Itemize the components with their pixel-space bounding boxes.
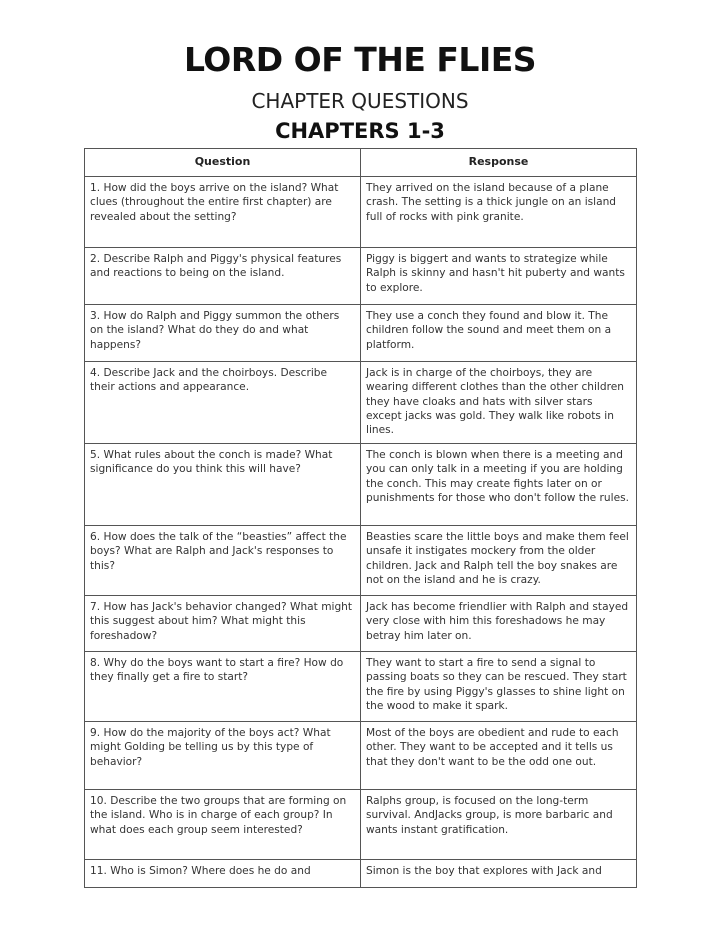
response-cell: They want to start a fire to send a signal to passing boats so they can be rescued. They start the fire by using Piggy's glasses to shine light on the wood to make it spark. <box>361 652 637 722</box>
table-row <box>85 790 637 860</box>
response-cell: They arrived on the island because of a plane crash. The setting is a thick jungle on an island full of rocks with pink granite. <box>361 177 637 248</box>
table-row <box>85 177 637 248</box>
table-row <box>85 362 637 444</box>
question-cell: 5. What rules about the conch is made? What significance do you think this will have? <box>85 444 361 526</box>
response-cell: Ralphs group, is focused on the long-term survival. AndJacks group, is more barbaric and wants instant gratification. <box>361 790 637 860</box>
table-row <box>85 444 637 526</box>
question-cell: 2. Describe Ralph and Piggy's physical features and reactions to being on the island. <box>85 248 361 305</box>
table-row <box>85 305 637 362</box>
question-cell: 11. Who is Simon? Where does he do and <box>85 860 361 888</box>
question-cell: 10. Describe the two groups that are forming on the island. Who is in charge of each group? In what does each group seem interested? <box>85 790 361 860</box>
question-cell: 9. How do the majority of the boys act? What might Golding be telling us by this type of behavior? <box>85 722 361 790</box>
response-cell: They use a conch they found and blow it. The children follow the sound and meet them on a platform. <box>361 305 637 362</box>
table-row <box>85 596 637 652</box>
table-row <box>85 860 637 888</box>
questions-table <box>84 148 637 888</box>
chapters-heading: CHAPTERS 1-3 <box>275 119 445 143</box>
column-header-question: Question <box>85 149 361 177</box>
question-cell: 6. How does the talk of the “beasties” affect the boys? What are Ralph and Jack's responses to this? <box>85 526 361 596</box>
question-cell: 8. Why do the boys want to start a fire? How do they finally get a fire to start? <box>85 652 361 722</box>
column-header-response: Response <box>361 149 637 177</box>
response-cell: The conch is blown when there is a meeting and you can only talk in a meeting if you are holding the conch. This may create fights later on or punishments for those who don't follow the rules. <box>361 444 637 526</box>
question-cell: 7. How has Jack's behavior changed? What might this suggest about him? What might this foreshadow? <box>85 596 361 652</box>
table-row <box>85 652 637 722</box>
response-cell: Jack has become friendlier with Ralph and stayed very close with him this foreshadows he may betray him later on. <box>361 596 637 652</box>
table-row <box>85 526 637 596</box>
response-cell: Beasties scare the little boys and make them feel unsafe it instigates mockery from the older children. Jack and Ralph tell the boy snakes are not on the island and he is crazy. <box>361 526 637 596</box>
table-row <box>85 248 637 305</box>
response-cell: Simon is the boy that explores with Jack and <box>361 860 637 888</box>
response-cell: Piggy is biggert and wants to strategize while Ralph is skinny and hasn't hit puberty and wants to explore. <box>361 248 637 305</box>
document-title: LORD OF THE FLIES <box>183 40 537 79</box>
question-cell: 1. How did the boys arrive on the island? What clues (throughout the entire first chapter) are revealed about the setting? <box>85 177 361 248</box>
response-cell: Jack is in charge of the choirboys, they are wearing different clothes than the other children they have cloaks and hats with silver stars except jacks was gold. They walk like robots in lines. <box>361 362 637 444</box>
question-cell: 3. How do Ralph and Piggy summon the others on the island? What do they do and what happens? <box>85 305 361 362</box>
document-subtitle: CHAPTER QUESTIONS <box>251 89 469 113</box>
table-row <box>85 722 637 790</box>
response-cell: Most of the boys are obedient and rude to each other. They want to be accepted and it tells us that they don't want to be the odd one out. <box>361 722 637 790</box>
table-header-row <box>85 149 637 177</box>
question-cell: 4. Describe Jack and the choirboys. Describe their actions and appearance. <box>85 362 361 444</box>
